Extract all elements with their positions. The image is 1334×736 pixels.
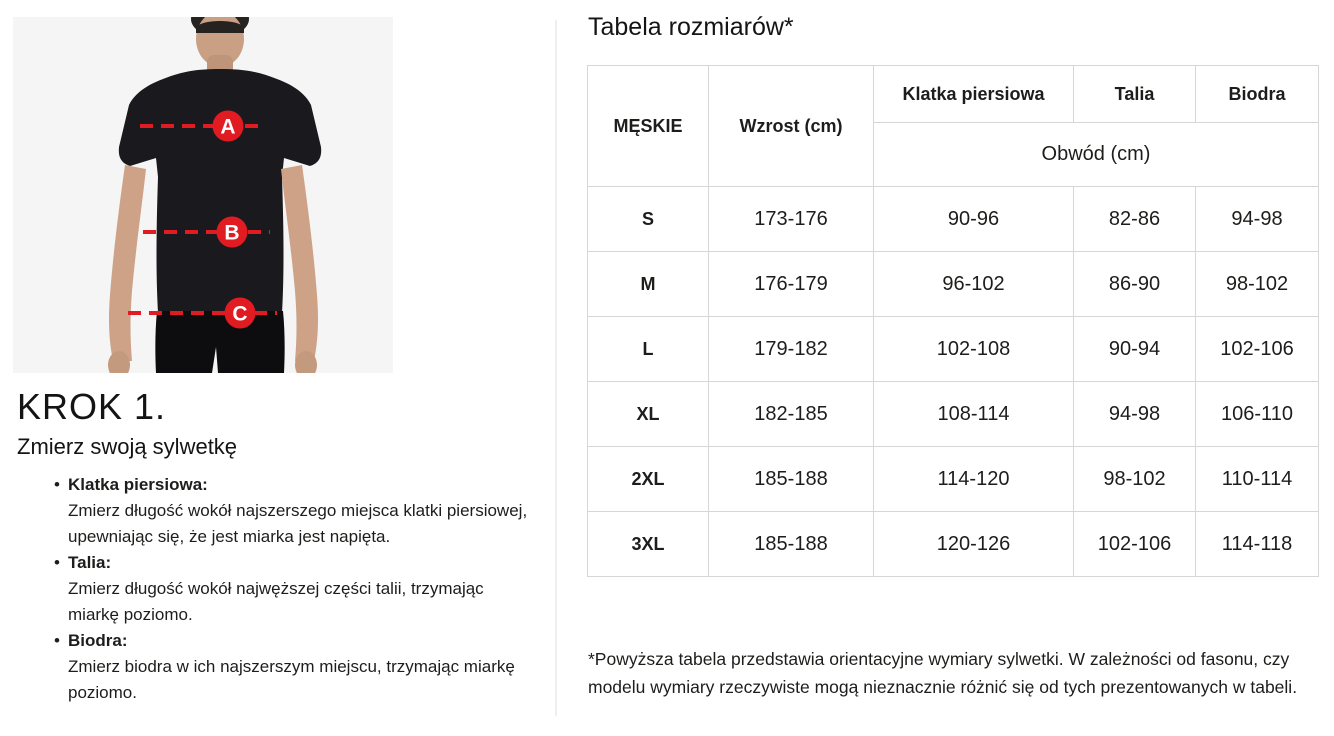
marker-label-a: A <box>220 115 236 139</box>
cell-size: S <box>588 187 709 252</box>
header-circumference: Obwód (cm) <box>874 123 1319 187</box>
instruction-term: Talia: <box>68 553 112 572</box>
model-photo <box>13 17 393 373</box>
header-chest: Klatka piersiowa <box>874 66 1074 123</box>
cell-height: 173-176 <box>709 187 874 252</box>
step-title: KROK 1. <box>17 386 167 427</box>
cell-size: 2XL <box>588 447 709 512</box>
size-table <box>587 65 1319 577</box>
table-row <box>588 317 1319 382</box>
instruction-desc: Zmierz długość wokół najszerszego miejsca klatki piersiowej, upewniając się, że jest miarka jest napięta. <box>68 501 528 546</box>
cell-hips: 114-118 <box>1196 512 1319 577</box>
model-figure <box>13 17 393 373</box>
list-item-hips <box>0 628 540 706</box>
table-row <box>588 447 1319 512</box>
cell-size: M <box>588 252 709 317</box>
table-row <box>588 382 1319 447</box>
cell-size: XL <box>588 382 709 447</box>
header-hips: Biodra <box>1196 66 1319 123</box>
table-footnote: *Powyższa tabela przedstawia orientacyjne wymiary sylwetki. W zależności od fasonu, czy modelu wymiary rzeczywiste mogą nieznacznie różnić się od tych prezentowanych w tabeli. <box>588 649 1298 697</box>
header-gender: MĘSKIE <box>588 66 709 187</box>
cell-height: 176-179 <box>709 252 874 317</box>
marker-label-c: C <box>232 302 248 326</box>
cell-height: 182-185 <box>709 382 874 447</box>
table-row <box>588 512 1319 577</box>
list-item-waist <box>0 550 540 628</box>
instruction-term: Biodra: <box>68 631 128 650</box>
cell-chest: 102-108 <box>874 317 1074 382</box>
measurement-instructions-list <box>0 472 540 706</box>
header-height: Wzrost (cm) <box>709 66 874 187</box>
header-waist: Talia <box>1074 66 1196 123</box>
step-subtitle: Zmierz swoją sylwetkę <box>17 434 238 459</box>
cell-hips: 98-102 <box>1196 252 1319 317</box>
cell-hips: 110-114 <box>1196 447 1319 512</box>
table-row <box>588 252 1319 317</box>
table-row <box>588 187 1319 252</box>
cell-hips: 94-98 <box>1196 187 1319 252</box>
cell-waist: 90-94 <box>1074 317 1196 382</box>
cell-size: L <box>588 317 709 382</box>
cell-waist: 98-102 <box>1074 447 1196 512</box>
cell-height: 185-188 <box>709 447 874 512</box>
cell-waist: 86-90 <box>1074 252 1196 317</box>
cell-height: 179-182 <box>709 317 874 382</box>
size-table-title: Tabela rozmiarów* <box>588 13 794 41</box>
bullet-icon: • <box>54 553 60 572</box>
cell-waist: 82-86 <box>1074 187 1196 252</box>
marker-label-b: B <box>224 221 240 245</box>
vertical-divider <box>555 20 557 716</box>
cell-chest: 90-96 <box>874 187 1074 252</box>
cell-chest: 96-102 <box>874 252 1074 317</box>
cell-chest: 120-126 <box>874 512 1074 577</box>
cell-chest: 108-114 <box>874 382 1074 447</box>
cell-chest: 114-120 <box>874 447 1074 512</box>
instruction-term: Klatka piersiowa: <box>68 475 208 494</box>
instruction-desc: Zmierz długość wokół najwęższej części talii, trzymając miarkę poziomo. <box>68 579 484 624</box>
cell-waist: 102-106 <box>1074 512 1196 577</box>
cell-height: 185-188 <box>709 512 874 577</box>
bullet-icon: • <box>54 631 60 650</box>
bullet-icon: • <box>54 475 60 494</box>
cell-hips: 102-106 <box>1196 317 1319 382</box>
instruction-desc: Zmierz biodra w ich najszerszym miejscu, trzymając miarkę poziomo. <box>68 657 515 702</box>
cell-hips: 106-110 <box>1196 382 1319 447</box>
cell-size: 3XL <box>588 512 709 577</box>
cell-waist: 94-98 <box>1074 382 1196 447</box>
list-item-chest <box>0 472 540 550</box>
